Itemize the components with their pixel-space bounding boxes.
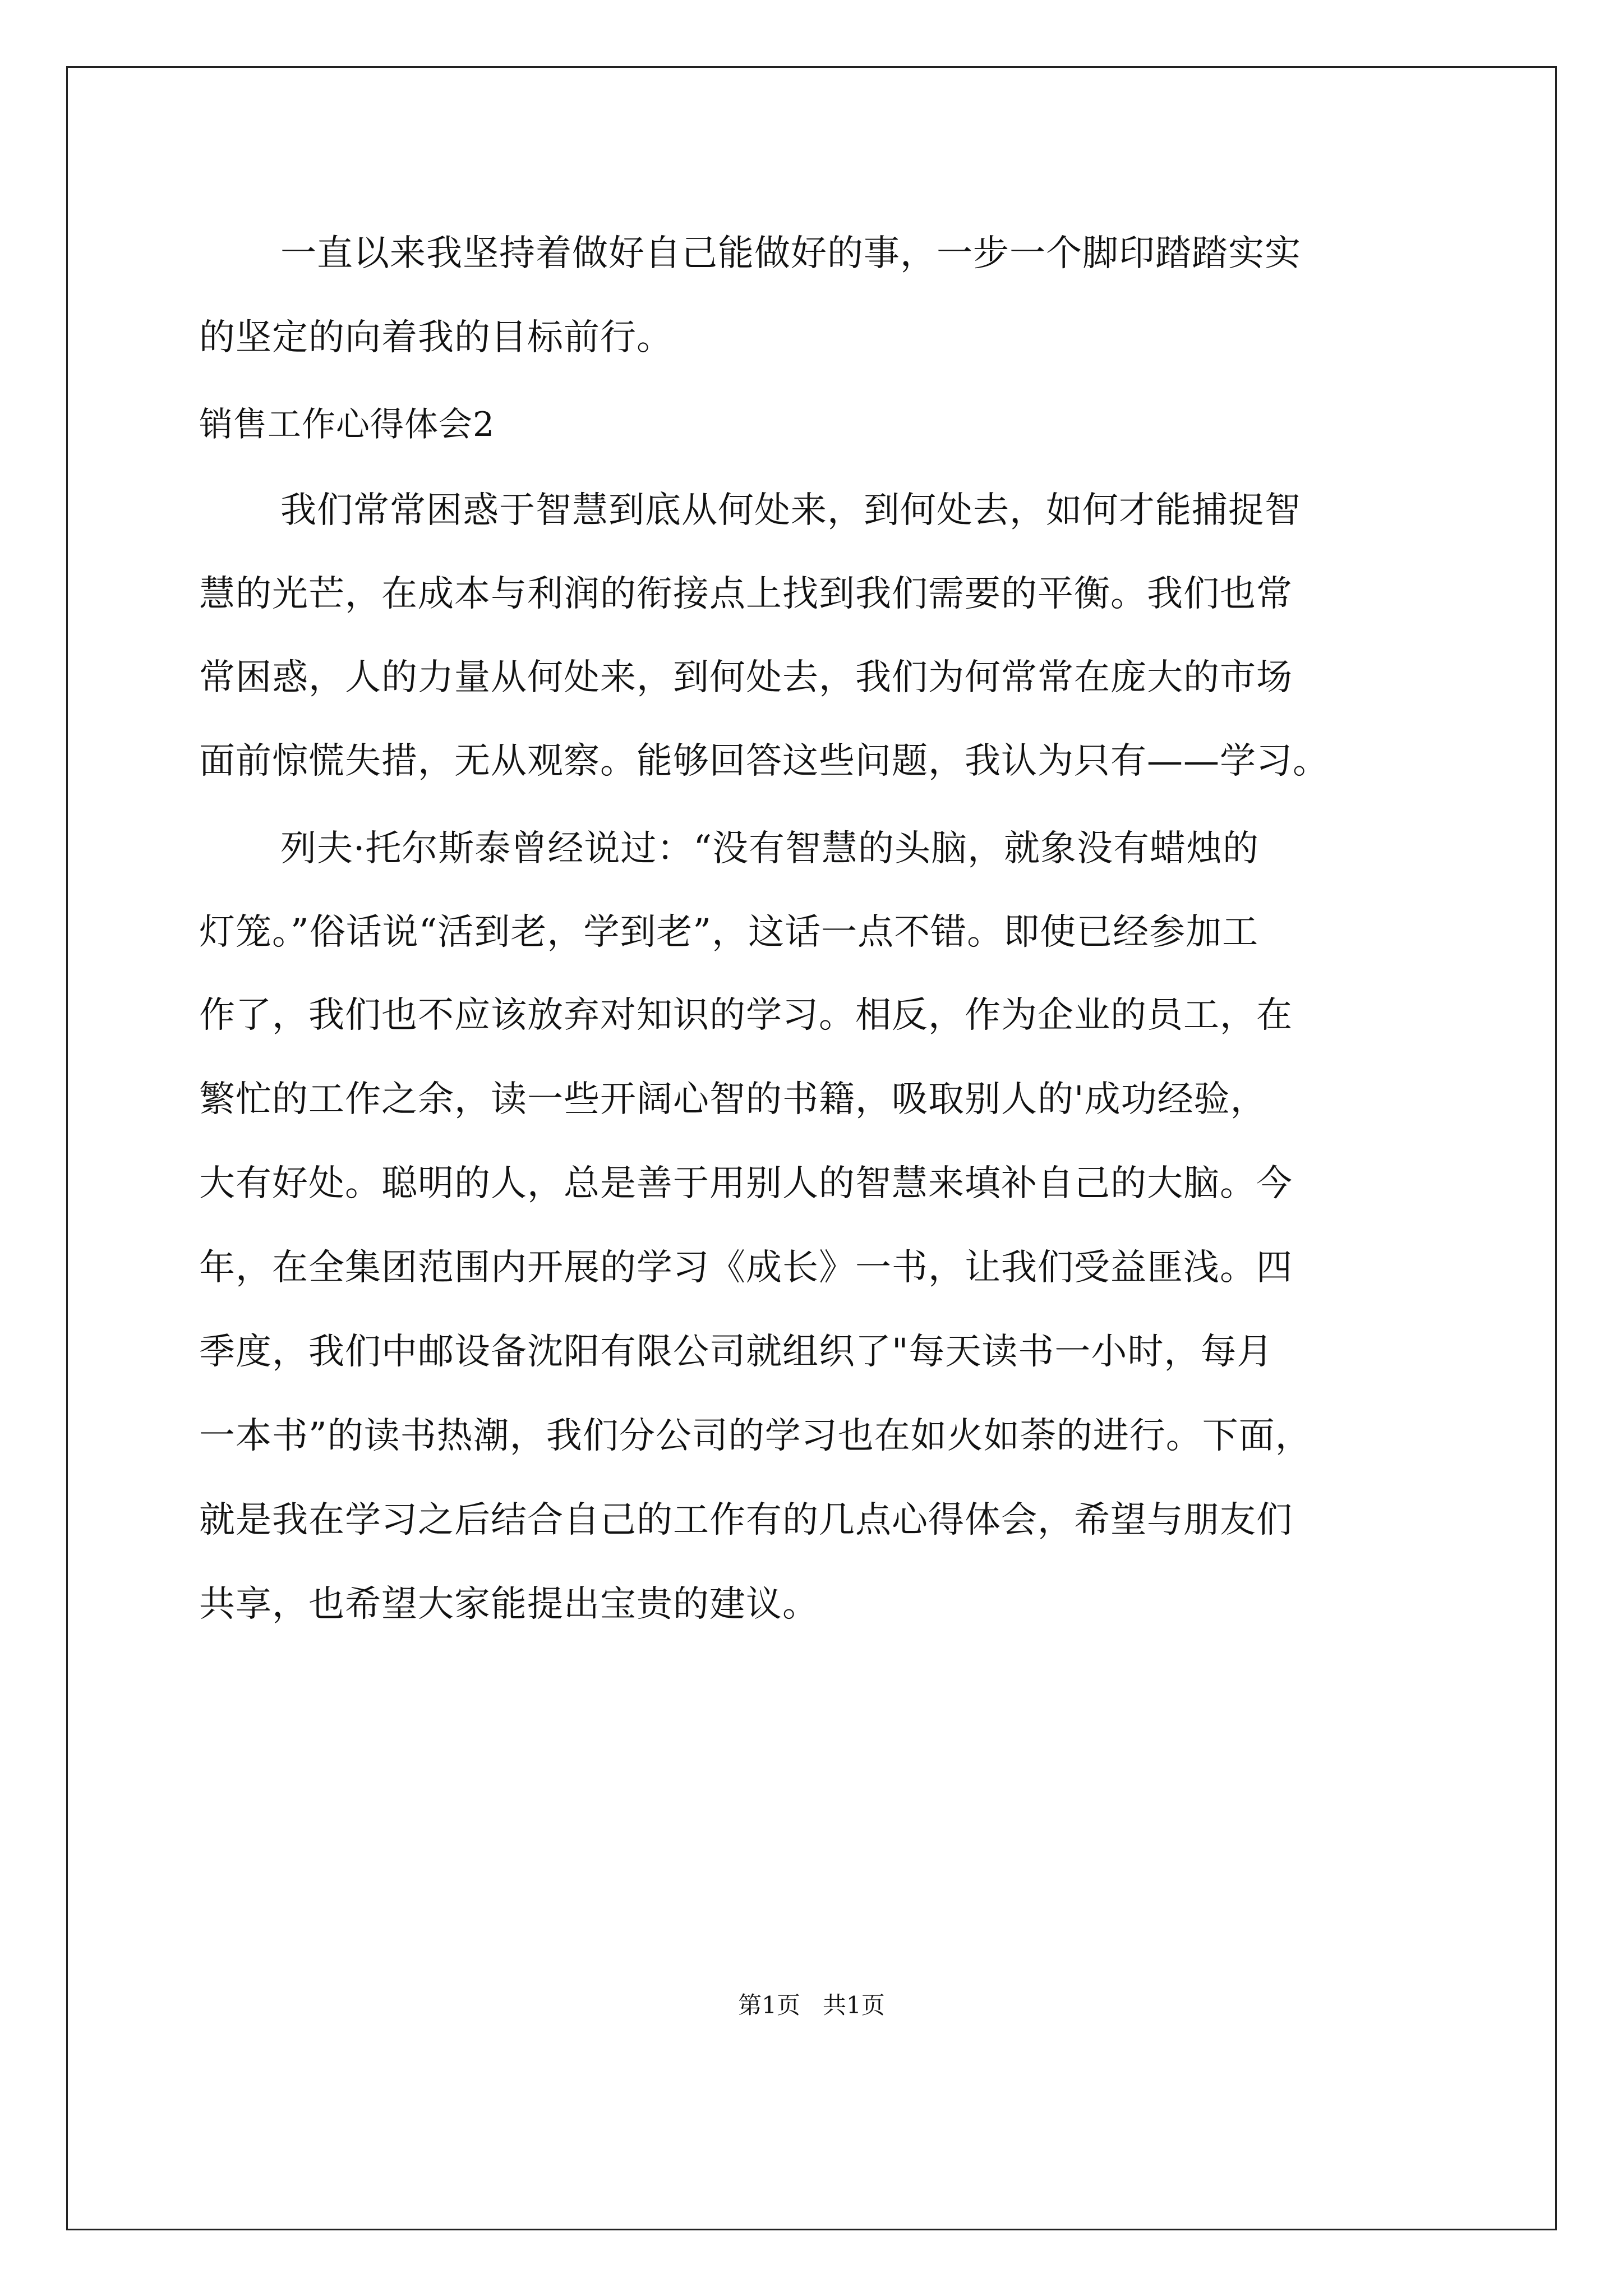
paragraph-line: 我们常常困惑于智慧到底从何处来，到何处去，如何才能捕捉智 (280, 490, 1301, 531)
paragraph-line: 作了，我们也不应该放弃对知识的学习。相反，作为企业的员工，在 (199, 995, 1293, 1036)
paragraph-line: 就是我在学习之后结合自己的工作有的几点心得体会，希望与朋友们 (199, 1499, 1293, 1541)
paragraph-line: 繁忙的工作之余，读一些开阔心智的书籍，吸取别人的'成功经验， (199, 1079, 1267, 1120)
paragraph-line: 慧的光芒，在成本与利润的衔接点上找到我们需要的平衡。我们也常 (199, 573, 1293, 615)
paragraph-line: 一直以来我坚持着做好自己能做好的事，一步一个脚印踏踏实实 (280, 233, 1301, 274)
paragraph-line: 灯笼。”俗话说“活到老，学到老”，这话一点不错。即使已经参加工 (199, 912, 1259, 953)
page-footer: 第1页 共1页 (738, 1991, 885, 2019)
paragraph-line: 年，在全集团范围内开展的学习《成长》一书，让我们受益匪浅。四 (199, 1247, 1293, 1289)
paragraph-line: 一本书”的读书热潮，我们分公司的学习也在如火如荼的进行。下面， (199, 1415, 1312, 1457)
paragraph-line: 列夫·托尔斯泰曾经说过：“没有智慧的头脑，就象没有蜡烛的 (280, 828, 1260, 869)
paragraph-line: 常困惑，人的力量从何处来，到何处去，我们为何常常在庞大的市场 (199, 657, 1293, 698)
paragraph-line: 大有好处。聪明的人，总是善于用别人的智慧来填补自己的大脑。今 (199, 1163, 1293, 1204)
section-heading: 销售工作心得体会2 (199, 405, 495, 444)
paragraph-line: 共享，也希望大家能提出宝贵的建议。 (199, 1584, 819, 1625)
paragraph-line: 面前惊慌失措，无从观察。能够回答这些问题，我认为只有——学习。 (199, 740, 1329, 782)
paragraph-line: 的坚定的向着我的目标前行。 (199, 317, 673, 358)
paragraph-line: 季度，我们中邮设备沈阳有限公司就组织了"每天读书一小时，每月 (199, 1331, 1274, 1373)
